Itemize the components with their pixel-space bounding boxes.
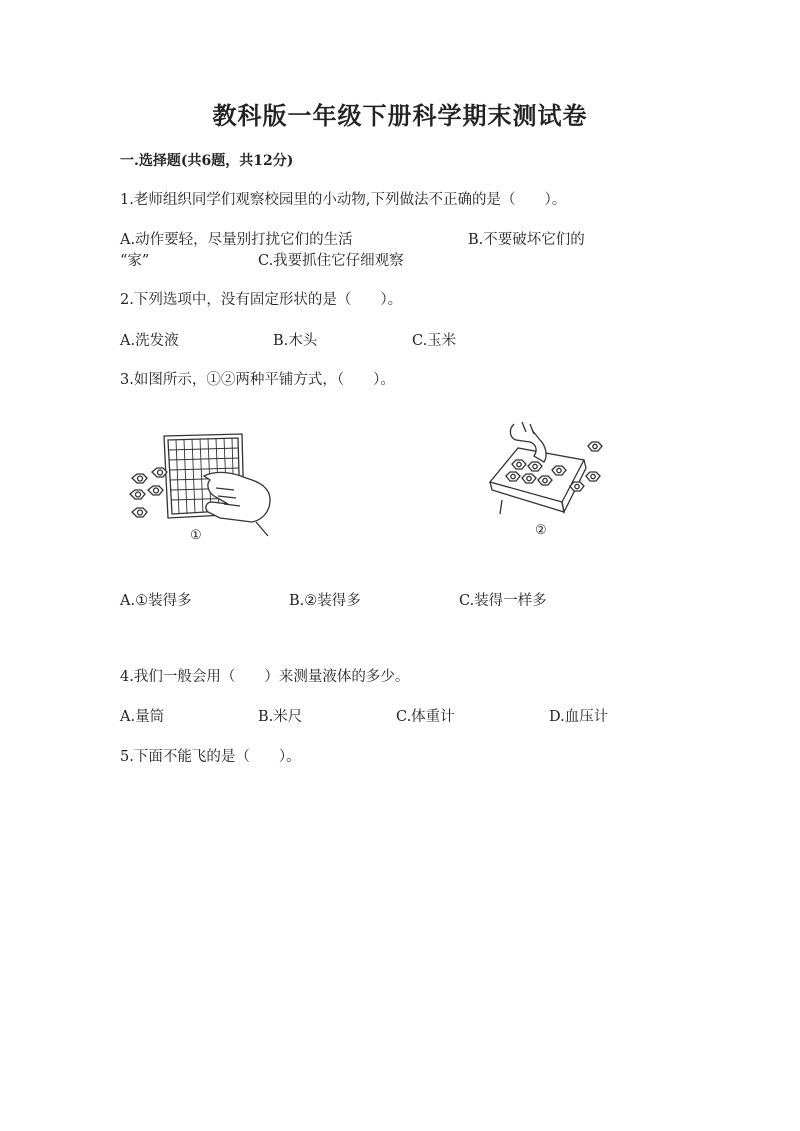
figure-1-grid-tray-illustration [124,426,284,548]
question-2-option-a: A.洗发液 [120,333,179,349]
question-3-option-b: B.②装得多 [289,593,361,609]
question-4-option-a: A.量筒 [120,709,165,725]
figure-2-tray-illustration [486,420,616,532]
question-2-option-c: C.玉米 [412,333,457,349]
question-3-option-c: C.装得一样多 [459,593,547,609]
question-1-option-a: A.动作要轻，尽量别打扰它们的生活 [120,232,353,248]
figure-2-label: ② [535,523,547,538]
question-2-stem: 2.下列选项中，没有固定形状的是（ ）。 [120,292,403,308]
question-4-option-d: D.血压计 [549,709,609,725]
question-1-option-b-continued: “家” [120,253,150,269]
question-1-stem: 1.老师组织同学们观察校园里的小动物,下列做法不正确的是（ ）。 [120,192,567,208]
question-2-option-b: B.木头 [273,333,318,349]
question-3-stem: 3.如图所示，①②两种平铺方式，（ ）。 [120,372,395,388]
question-3-option-a: A.①装得多 [120,593,192,609]
figure-1-label: ① [190,528,202,543]
question-4-stem: 4.我们一般会用（ ）来测量液体的多少。 [120,669,410,685]
question-4-option-c: C.体重计 [396,709,455,725]
question-1-option-c: C.我要抓住它仔细观察 [258,253,404,269]
question-4-option-b: B.米尺 [258,709,303,725]
page-title: 教科版一年级下册科学期末测试卷 [212,101,588,130]
question-1-option-b: B.不要破坏它们的 [468,232,585,248]
section-heading: 一.选择题(共6题，共12分) [120,153,294,169]
question-5-stem: 5.下面不能飞的是（ ）。 [120,749,301,765]
